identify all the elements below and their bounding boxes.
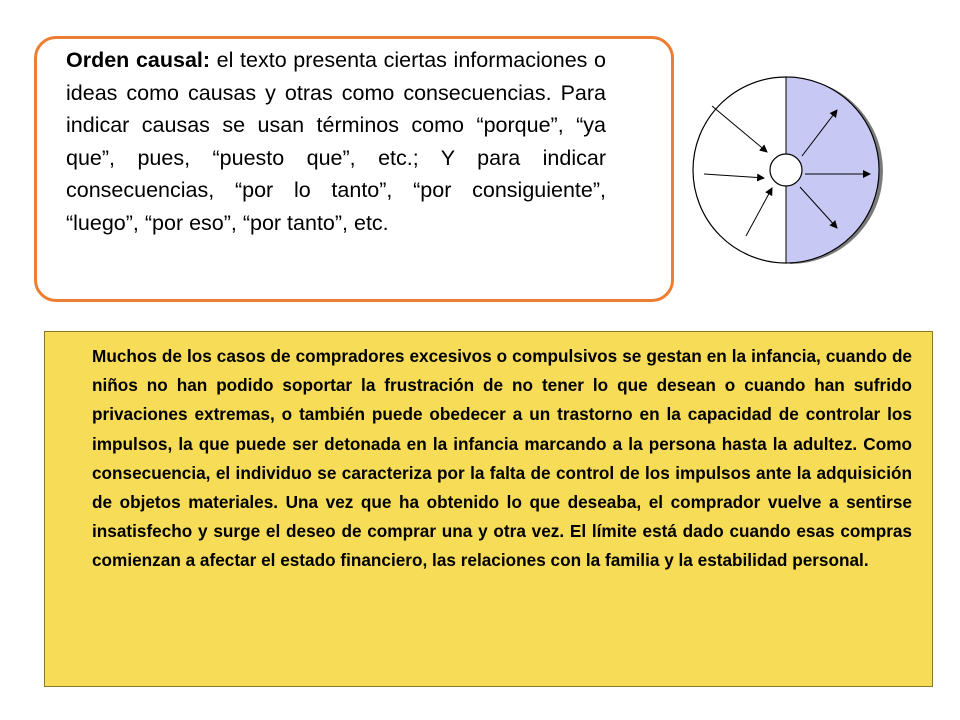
- cause-effect-circle-icon: [684, 70, 894, 270]
- definition-term: Orden causal:: [66, 48, 211, 72]
- center-hub: [770, 154, 802, 186]
- example-paragraph: Muchos de los casos de compradores excesivos o compulsivos se gestan en la infancia, cuando de niños no han podido soportar la frustración de no tener lo que desean o cuando han sufrido privaciones extremas, o también puede obedecer a un trastorno en la capacidad de controlar los impulsos, la que puede ser detonada en la infancia marcando a la persona hasta la adultez. Como consecuencia, el individuo se caracteriza por la falta de control de los impulsos ante la adquisición de objetos materiales. Una vez que ha obtenido lo que deseaba, el comprador vuelve a sentirse insatisfecho y surge el deseo de comprar una y otra vez. El límite está dado cuando esas compras comienzan a afectar el estado financiero, las relaciones con la familia y la estabilidad personal.: [92, 346, 912, 571]
- definition-paragraph: [66, 44, 606, 239]
- definition-body: el texto presenta ciertas informaciones o ideas como causas y otras como consecuencias. Para indicar causas se usan términos como “porque”, “ya que”, pues, “puesto que”, etc.; Y para indicar consecuencias, “por lo tanto”, “por consiguiente”, “luego”, “por eso”, “por tanto”, etc.: [66, 48, 606, 235]
